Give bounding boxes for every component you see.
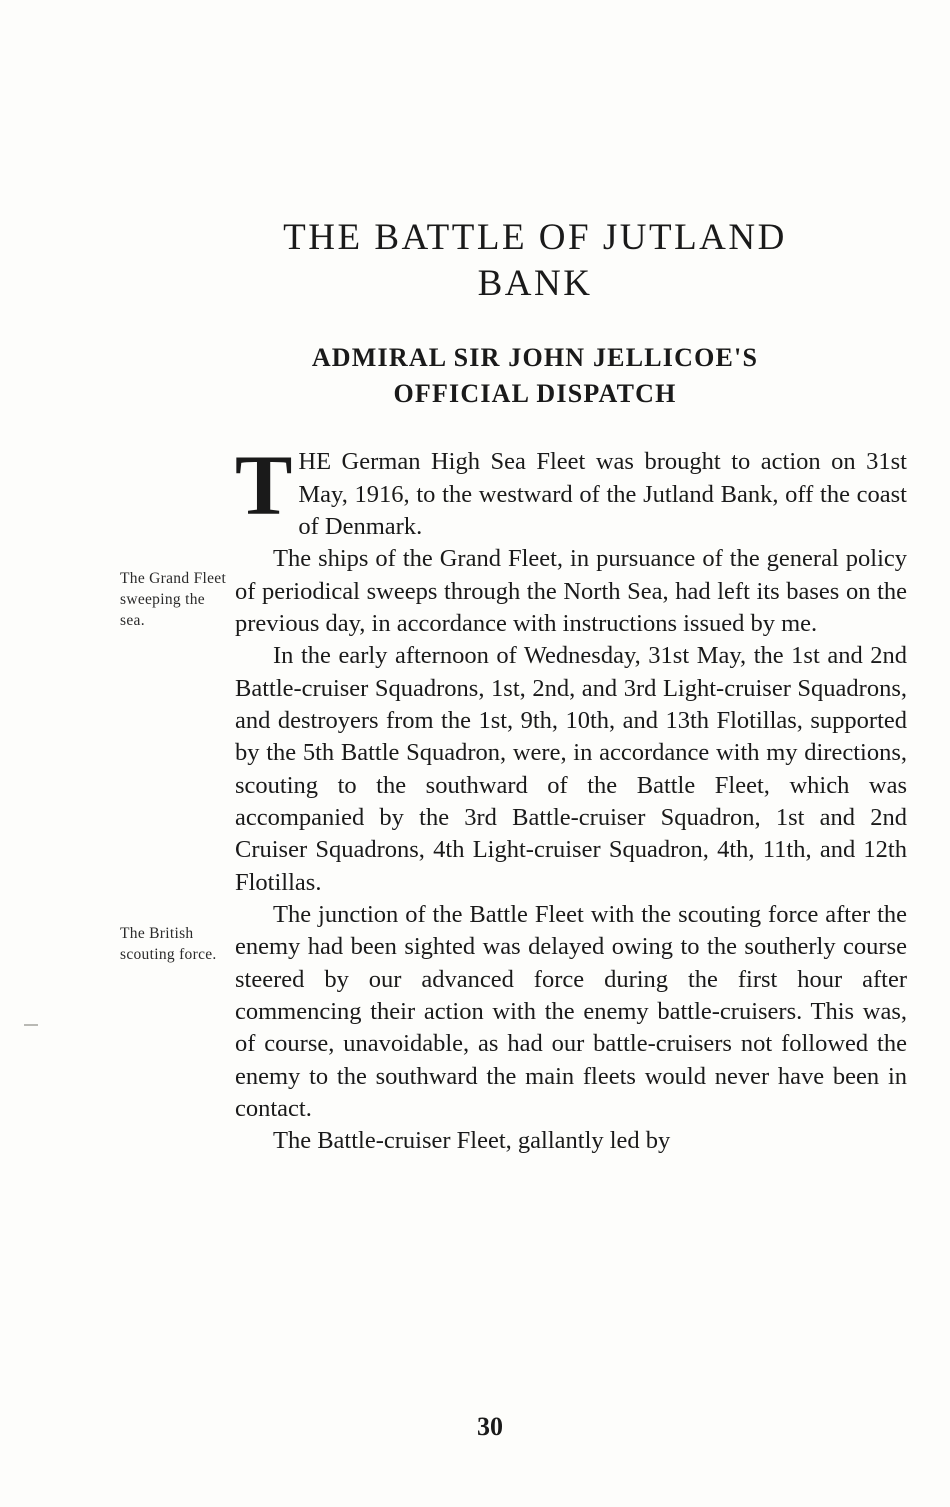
page-subtitle-line-1: ADMIRAL SIR JOHN JELLICOE'S bbox=[311, 342, 759, 372]
paragraph-1-text: HE German High Sea Fleet was brought to action on 31st May, 1916, to the westward of the Jutland Bank, off the coast of Denmark. bbox=[298, 448, 907, 540]
page-title bbox=[120, 215, 910, 308]
page-title-line-2: BANK bbox=[477, 263, 593, 305]
paragraph-1 bbox=[235, 437, 907, 543]
paragraph-4: The junction of the Battle Fleet with the scouting force after the enemy had been sighted was delayed owing to the southerly course steered by our advanced force during the first hour after commencing their action with the enemy battle-cruisers. This was, of course, unavoidable, as had our battle-cruisers not followed the enemy to the southward the main fleets would never have been in contact. bbox=[235, 900, 907, 1122]
body-block bbox=[120, 437, 910, 1157]
page-edge-mark bbox=[24, 1024, 38, 1026]
page-folio: 30 bbox=[477, 1412, 503, 1441]
drop-cap: T bbox=[235, 437, 293, 534]
paragraph-3: In the early afternoon of Wednesday, 31st May, the 1st and 2nd Battle-cruiser Squadrons, 1st, 2nd, and 3rd Light-cruiser Squadrons, and destroyers from the 1st, 9th, 10th, and 13th Flotillas, supported by the 5th Battle Squadron, were, in accordance with my directions, scouting to the southward of the Battle Fleet, which was accompanied by the 3rd Battle-cruiser Squadron, 1st and 2nd Cruiser Squadrons, 4th Light-cruiser Squadron, 4th, 11th, and 12th Flotillas. bbox=[235, 642, 907, 896]
sidenote-british-scouting: The British scouting force. bbox=[120, 925, 217, 964]
paragraph-2: The ships of the Grand Fleet, in pursuance of the general policy of periodical sweeps through the North Sea, had left its bases on the previous day, in accordance with instructions issued by me. bbox=[235, 545, 907, 637]
page-title-line-1: THE BATTLE OF JUTLAND bbox=[283, 217, 787, 258]
paragraph-5: The Battle-cruiser Fleet, gallantly led by bbox=[273, 1127, 671, 1155]
page-content bbox=[120, 215, 910, 1158]
page-subtitle-line-2: OFFICIAL DISPATCH bbox=[393, 378, 677, 408]
page-subtitle bbox=[120, 340, 910, 413]
text-column bbox=[235, 437, 907, 1157]
sidenote-grand-fleet: The Grand Fleet sweeping the sea. bbox=[120, 570, 227, 630]
